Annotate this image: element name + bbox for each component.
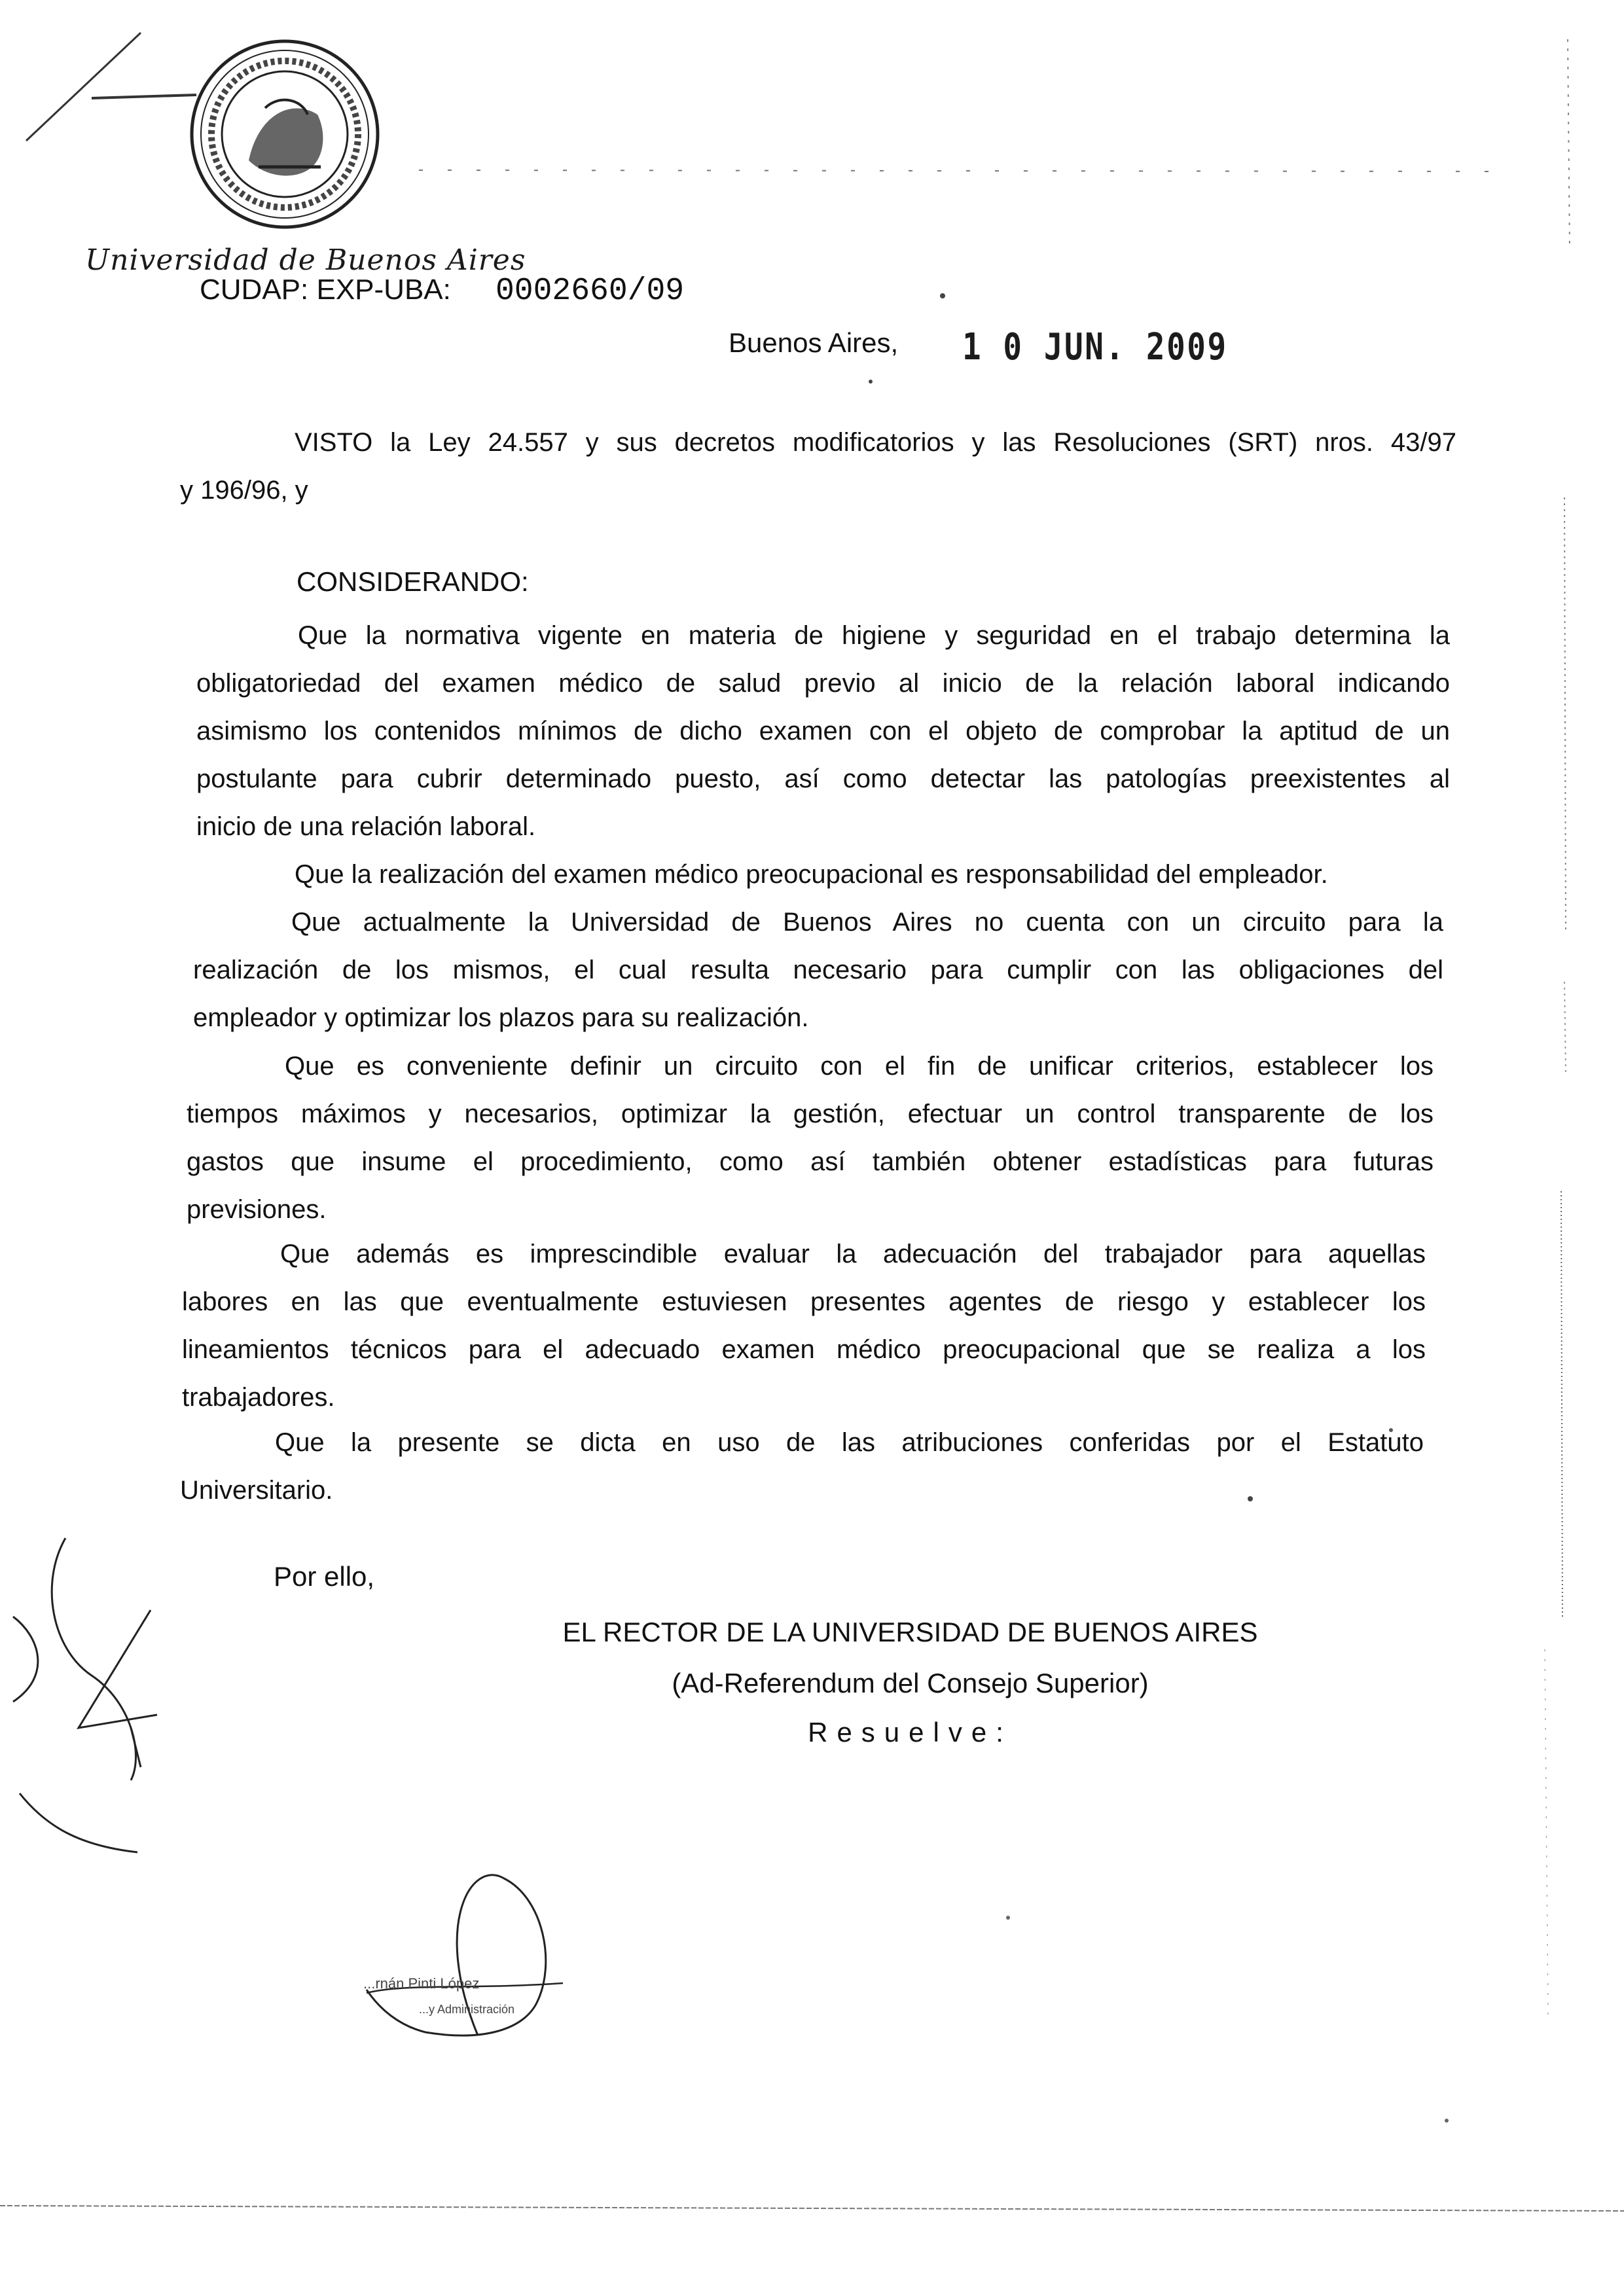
paragraph-line: VISTO la Ley 24.557 y sus decretos modificatorios y las Resoluciones (SRT) nros. 43/97 — [295, 428, 1456, 457]
place-label: Buenos Aires, — [729, 327, 899, 358]
scan-bottom-line — [0, 2206, 1624, 2211]
considerando-paragraph-1 — [196, 612, 1450, 851]
paragraph-line: gastos que insume el procedimiento, como así también obtener estadísticas para futuras — [187, 1147, 1434, 1176]
por-ello: Por ello, — [274, 1561, 375, 1592]
considerando-paragraph-2 — [196, 851, 1450, 899]
paragraph-line: Que la presente se dicta en uso de las atribuciones conferidas por el Estatuto — [275, 1428, 1424, 1457]
paragraph-line: y 196/96, y — [180, 476, 308, 505]
paragraph-line: Que actualmente la Universidad de Buenos Aires no cuenta con un circuito para la — [291, 908, 1443, 937]
handwritten-initials — [13, 1617, 38, 1702]
scan-margin-marks — [1564, 982, 1566, 1073]
signature-name: ...rnán Pinti López — [363, 1975, 480, 1992]
paragraph-line: realización de los mismos, el cual resulta necesario para cumplir con las obligaciones del — [193, 956, 1443, 984]
paragraph-line: obligatoriedad del examen médico de salud previo al inicio de la relación laboral indicando — [196, 669, 1450, 698]
considerando-paragraph-5 — [182, 1230, 1426, 1422]
paragraph-line: asimismo los contenidos mínimos de dicho examen con el objeto de comprobar la aptitud de un — [196, 717, 1450, 745]
ad-referendum-line: (Ad-Referendum del Consejo Superior) — [672, 1668, 1149, 1698]
scan-margin-marks — [1561, 1191, 1562, 1617]
paragraph-line: trabajadores. — [182, 1383, 335, 1412]
scan-margin-marks — [1568, 39, 1570, 249]
handwritten-stroke — [26, 33, 141, 141]
scan-margin-marks — [1545, 1649, 1548, 2016]
scan-dotted-line — [419, 170, 1506, 171]
resuelve-heading: Resuelve: — [808, 1717, 1013, 1748]
paragraph-line: inicio de una relación laboral. — [196, 812, 536, 841]
paragraph-line: Que la normativa vigente en materia de higiene y seguridad en el trabajo determina la — [298, 621, 1450, 650]
authority-line: EL RECTOR DE LA UNIVERSIDAD DE BUENOS AIRES — [562, 1617, 1258, 1647]
paragraph-line: Que además es imprescindible evaluar la adecuación del trabajador para aquellas — [280, 1240, 1426, 1268]
cudap-label: CUDAP: EXP-UBA: — [200, 274, 451, 306]
institution-script-text: Universidad de Buenos Aires — [85, 243, 526, 277]
considerando-paragraph-3 — [193, 899, 1443, 1042]
university-seal — [187, 36, 383, 232]
paragraph-line: Que la realización del examen médico preocupacional es responsabilidad del empleador. — [295, 860, 1328, 889]
date-stamp: 1 0 JUN. 2009 — [962, 326, 1228, 368]
expediente-number: 0002660/09 — [496, 274, 685, 309]
handwritten-initials — [20, 1793, 137, 1852]
paragraph-line: Universitario. — [180, 1476, 333, 1505]
paragraph-line: Que es conveniente definir un circuito con el fin de unificar criterios, establecer los — [285, 1052, 1434, 1081]
paragraph-line: lineamientos técnicos para el adecuado examen médico preocupacional que se realiza a los — [182, 1335, 1426, 1364]
paragraph-line: labores en las que eventualmente estuviesen presentes agentes de riesgo y establecer los — [182, 1287, 1426, 1316]
paragraph-line: empleador y optimizar los plazos para su realización. — [193, 1003, 809, 1032]
signature-role: ...y Administración — [419, 2003, 515, 2016]
considerando-heading: CONSIDERANDO: — [297, 566, 529, 597]
paragraph-line: tiempos máximos y necesarios, optimizar la gestión, efectuar un control transparente de los — [187, 1100, 1434, 1128]
scan-margin-marks — [1564, 497, 1566, 929]
handwritten-stroke — [92, 95, 196, 98]
paragraph-line: previsiones. — [187, 1195, 327, 1224]
visto-paragraph — [180, 419, 1456, 514]
considerando-paragraph-4 — [187, 1043, 1434, 1234]
considerando-paragraph-6 — [180, 1419, 1424, 1515]
paragraph-line: postulante para cubrir determinado puesto, así como detectar las patologías preexistentes al — [196, 764, 1450, 793]
